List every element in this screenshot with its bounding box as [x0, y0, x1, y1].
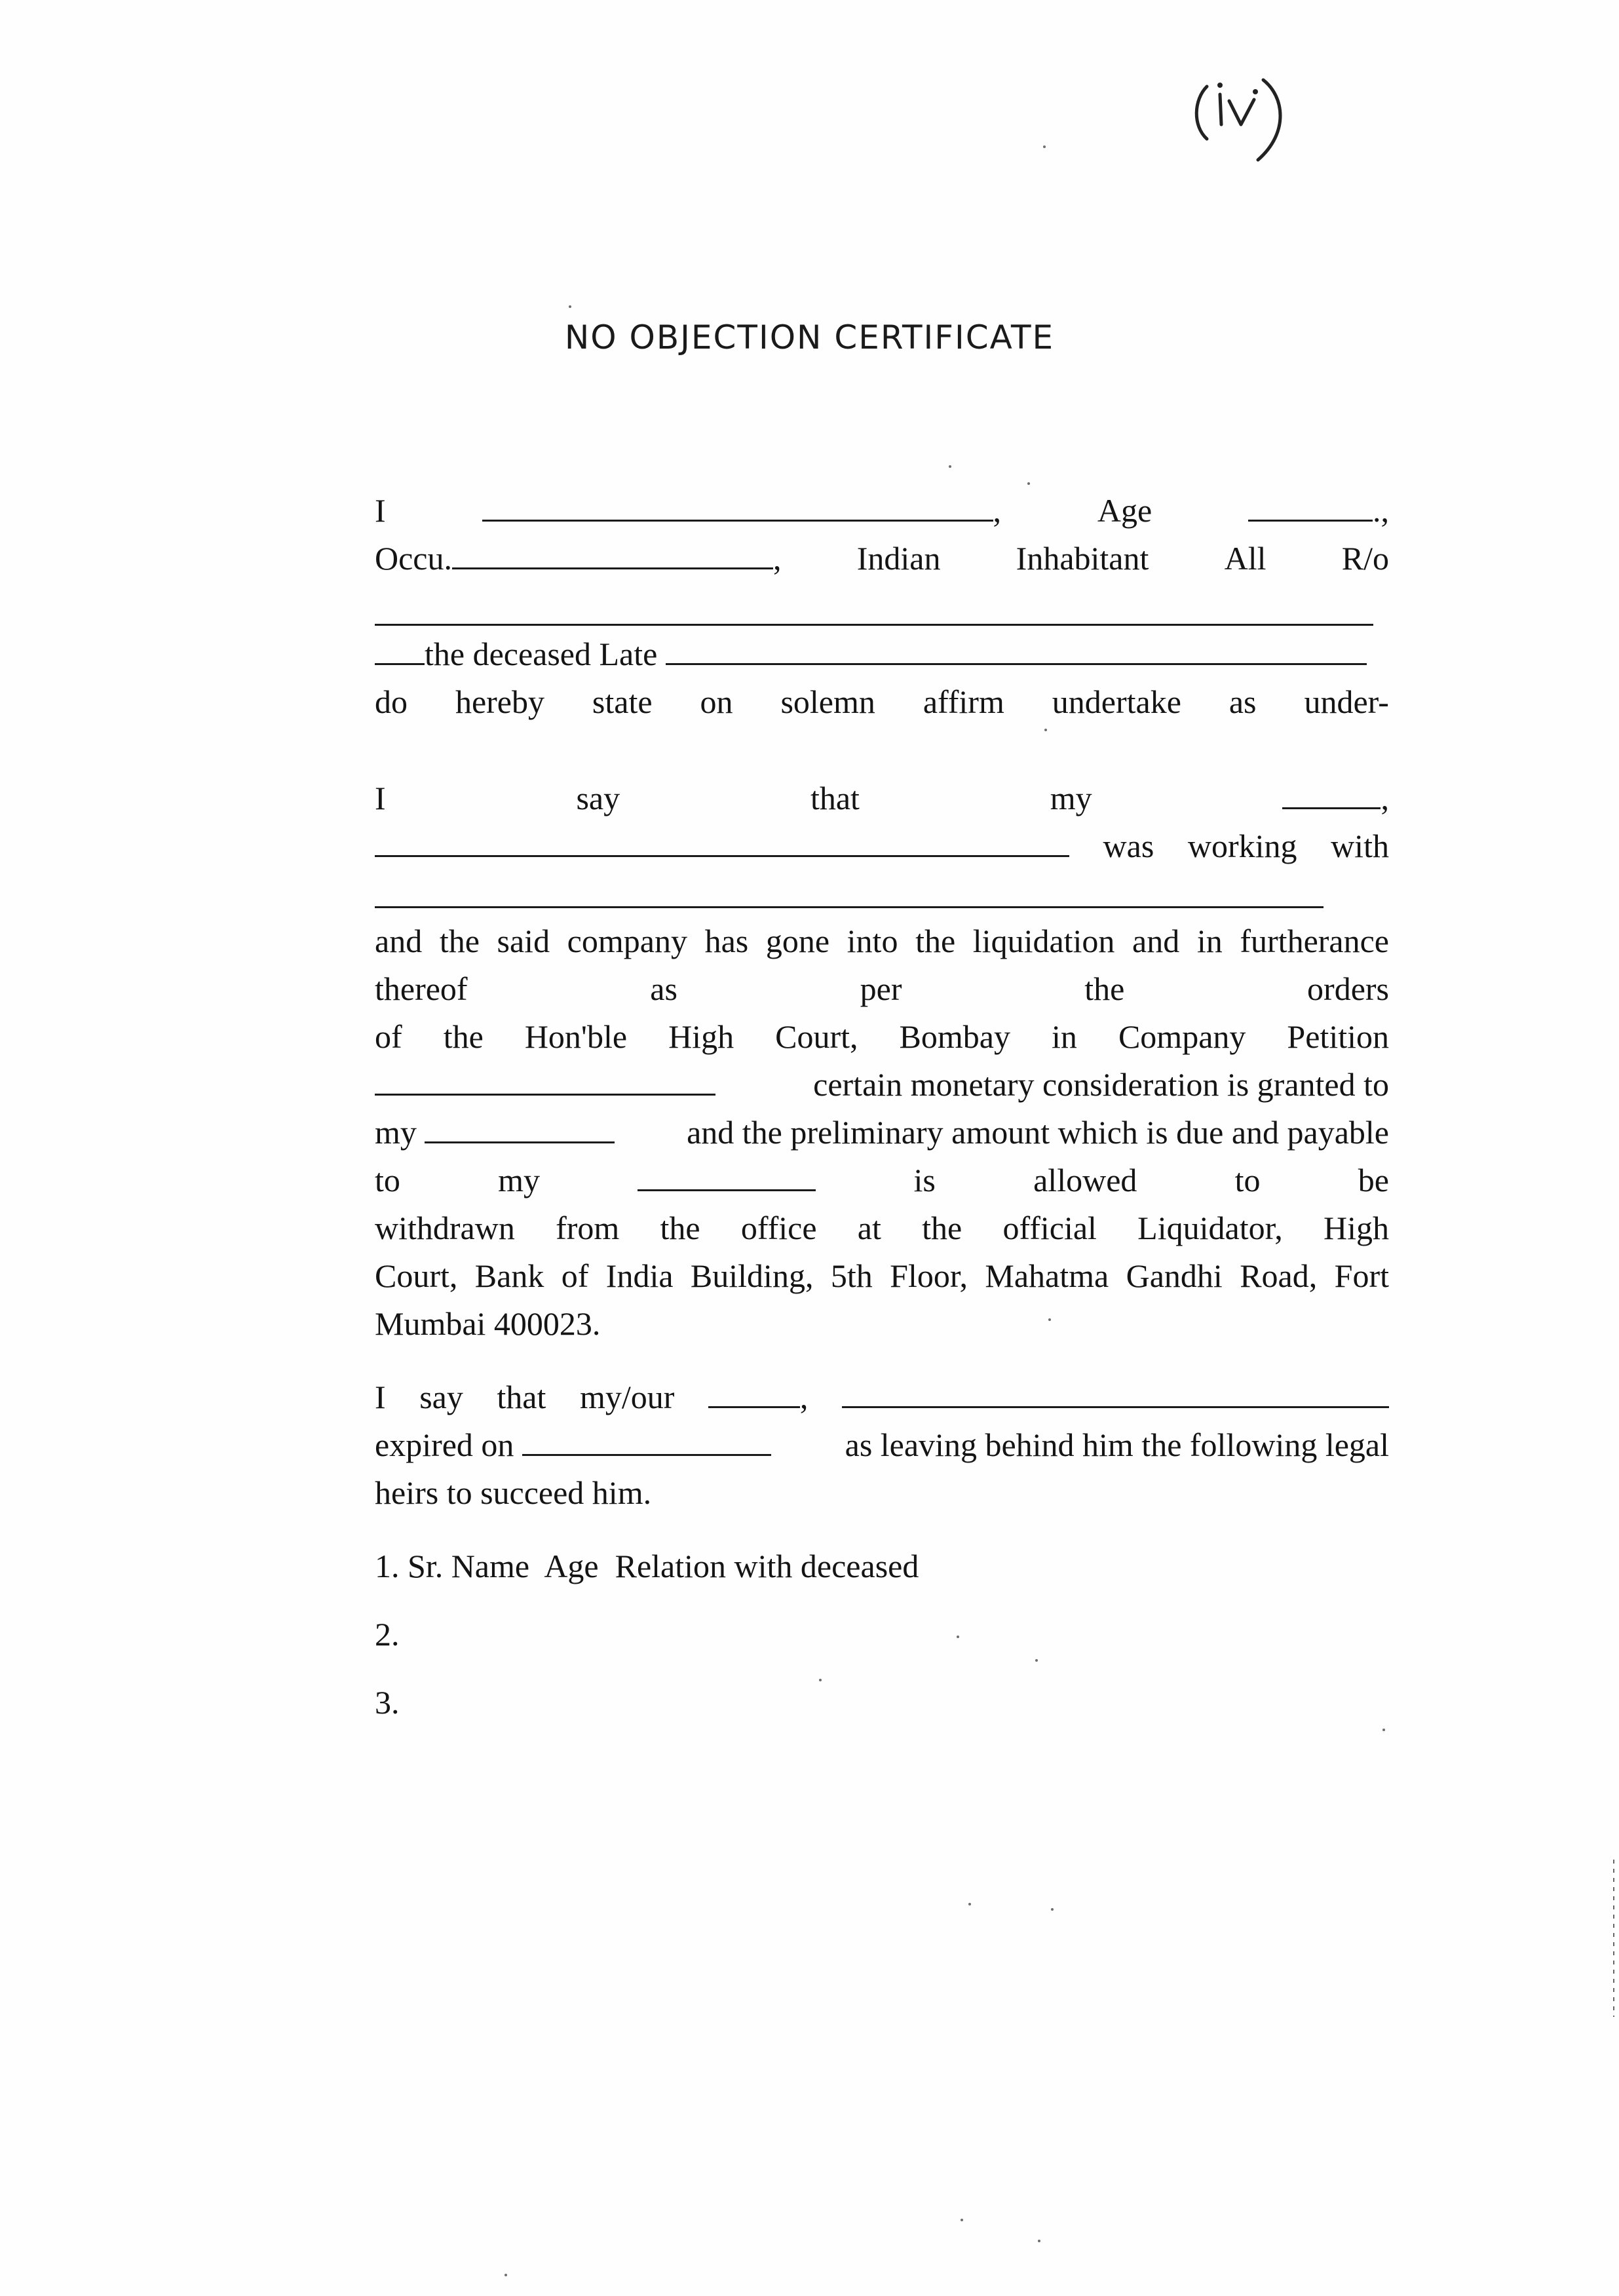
- scan-speck: [569, 305, 571, 308]
- petition-line: [375, 1061, 1389, 1109]
- scan-speck: [961, 2219, 963, 2221]
- word: that: [810, 780, 860, 816]
- text-line-content: heirs to succeed him.: [375, 1474, 652, 1511]
- amount-line: [375, 1109, 1389, 1157]
- word: my: [375, 1114, 417, 1151]
- scan-speck: [1051, 1908, 1054, 1911]
- relation-blank[interactable]: [1282, 776, 1381, 809]
- list-item-label: 2.: [375, 1616, 400, 1653]
- word: All: [1224, 540, 1267, 577]
- word: on: [700, 683, 733, 720]
- comma: ,: [993, 492, 1001, 529]
- name-blank[interactable]: [482, 488, 993, 522]
- comma: ,: [773, 540, 782, 577]
- text-line: [375, 917, 1389, 965]
- word: state: [592, 683, 653, 720]
- word: R/o: [1341, 540, 1389, 577]
- expired-on-line: [375, 1421, 1389, 1469]
- scan-speck: [1382, 1729, 1385, 1731]
- company-name-blank[interactable]: [375, 906, 1324, 908]
- occupation-blank[interactable]: [452, 536, 773, 569]
- word: that: [497, 1379, 546, 1415]
- word: was: [1103, 828, 1154, 864]
- word: say: [576, 780, 620, 816]
- date-of-death-blank[interactable]: [522, 1423, 771, 1456]
- text-line-content: thereof as per the orders: [375, 970, 1389, 1007]
- scan-speck: [1027, 482, 1030, 485]
- word: say: [419, 1379, 463, 1415]
- scan-speck: [957, 1636, 959, 1638]
- say-line: [375, 775, 1389, 822]
- word: I: [375, 780, 386, 816]
- word: Inhabitant: [1016, 540, 1149, 577]
- word: do: [375, 683, 408, 720]
- list-item: [375, 1611, 1389, 1658]
- text-line-content: withdrawn from the office at the official Liquidator, High: [375, 1210, 1389, 1246]
- word: affirm: [923, 683, 1004, 720]
- text-line-content: Court, Bank of India Building, 5th Floor, Mahatma Gandhi Road, Fort: [375, 1257, 1389, 1294]
- scan-speck: [505, 2274, 507, 2276]
- expired-statement-line: [375, 1373, 1389, 1421]
- text-line: [375, 1204, 1389, 1252]
- text-line: [375, 965, 1389, 1013]
- scan-speck: [1048, 1318, 1051, 1321]
- relation-blank[interactable]: [375, 632, 425, 665]
- word: with: [1331, 828, 1389, 864]
- scan-speck: [1044, 729, 1047, 731]
- text-line-content: certain monetary consideration is granted to: [813, 1066, 1389, 1103]
- word: my: [498, 1162, 541, 1198]
- list-item: [375, 1679, 1389, 1727]
- deceased-name-blank[interactable]: [842, 1375, 1389, 1408]
- word: I: [375, 1379, 386, 1415]
- text-line-content: Mumbai 400023.: [375, 1305, 601, 1342]
- occupation-label: Occu.: [375, 540, 452, 577]
- heirs-list-header: [375, 1542, 1389, 1590]
- relation-blank[interactable]: [425, 1110, 615, 1143]
- employee-name-blank[interactable]: [375, 824, 1069, 857]
- word: to: [375, 1162, 400, 1198]
- relation-blank[interactable]: [708, 1375, 800, 1408]
- declarant-line: [375, 487, 1389, 535]
- scan-edge-mark: [1613, 1860, 1614, 2017]
- text-line: [375, 1300, 1389, 1348]
- handwritten-page-number: [1186, 60, 1304, 165]
- scan-speck: [949, 465, 951, 468]
- text-line-content: of the Hon'ble High Court, Bombay in Company Petition: [375, 1018, 1389, 1055]
- word: under-: [1304, 683, 1389, 720]
- scan-speck: [968, 1903, 971, 1905]
- allowed-line: [375, 1157, 1389, 1204]
- deceased-name-blank[interactable]: [666, 632, 1367, 665]
- word: hereby: [455, 683, 544, 720]
- word: as: [1229, 683, 1257, 720]
- scan-speck: [1043, 145, 1046, 148]
- word: is: [913, 1162, 936, 1198]
- word: be: [1358, 1162, 1389, 1198]
- scan-speck: [1035, 1659, 1038, 1662]
- comma: ,: [1381, 780, 1389, 816]
- scan-speck: [819, 1679, 822, 1681]
- word: expired on: [375, 1426, 514, 1463]
- document-title: NO OBJECTION CERTIFICATE: [564, 318, 1055, 356]
- word: I: [375, 492, 386, 529]
- address-blank[interactable]: [375, 624, 1373, 626]
- petition-number-blank[interactable]: [375, 1062, 715, 1096]
- working-line: [375, 822, 1389, 870]
- word: to: [1234, 1162, 1261, 1198]
- word: my: [1050, 780, 1092, 816]
- text-line-content: and the preliminary amount which is due and payable: [687, 1114, 1389, 1151]
- deceased-label: the deceased Late: [425, 636, 658, 672]
- list-item: 1. Sr. Name Age Relation with deceased: [375, 1548, 919, 1584]
- age-blank[interactable]: [1248, 488, 1373, 522]
- text-line-content: as leaving behind him the following legal: [845, 1426, 1389, 1463]
- word: allowed: [1033, 1162, 1137, 1198]
- word: working: [1187, 828, 1297, 864]
- scan-speck: [1038, 2240, 1040, 2242]
- occupation-line: [375, 535, 1389, 583]
- word: solemn: [780, 683, 875, 720]
- text-line-content: and the said company has gone into the liquidation and in furtherance: [375, 923, 1389, 959]
- word: my/our: [579, 1379, 675, 1415]
- word: Indian: [856, 540, 941, 577]
- affirmation-line: [375, 678, 1389, 726]
- comma: ,: [799, 1379, 809, 1415]
- text-line: [375, 1469, 1389, 1517]
- relation-blank[interactable]: [638, 1158, 816, 1191]
- age-label: Age: [1097, 492, 1152, 529]
- punctuation: .,: [1373, 492, 1389, 529]
- deceased-line: [375, 630, 1389, 678]
- word: undertake: [1052, 683, 1181, 720]
- text-line: [375, 1252, 1389, 1300]
- list-item-label: 3.: [375, 1684, 400, 1721]
- text-line: [375, 1013, 1389, 1061]
